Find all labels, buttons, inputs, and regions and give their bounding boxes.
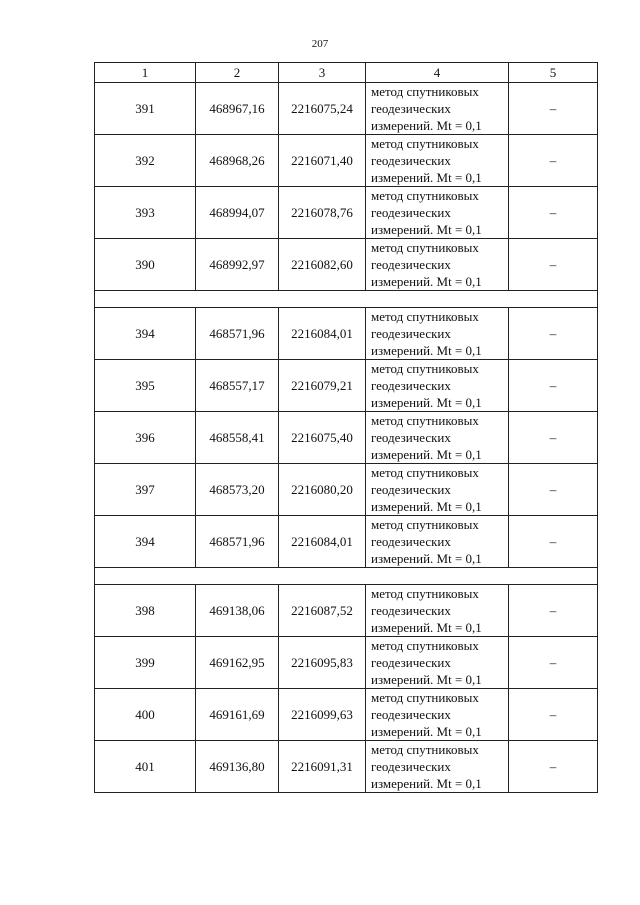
note-cell: – bbox=[509, 135, 598, 187]
method-cell bbox=[366, 689, 509, 741]
point-number-cell: 395 bbox=[95, 360, 196, 412]
header-col-1: 1 bbox=[95, 63, 196, 83]
point-number-cell: 394 bbox=[95, 308, 196, 360]
y-coordinate-cell: 2216084,01 bbox=[279, 516, 366, 568]
method-cell bbox=[366, 741, 509, 793]
header-col-4: 4 bbox=[366, 63, 509, 83]
header-col-3: 3 bbox=[279, 63, 366, 83]
method-line: метод спутниковых bbox=[371, 465, 479, 480]
y-coordinate-cell: 2216078,76 bbox=[279, 187, 366, 239]
table-row bbox=[95, 464, 598, 516]
note-cell: – bbox=[509, 360, 598, 412]
page-number: 207 bbox=[311, 38, 329, 50]
y-coordinate-cell: 2216091,31 bbox=[279, 741, 366, 793]
method-cell bbox=[366, 464, 509, 516]
table-row bbox=[95, 239, 598, 291]
x-coordinate-cell: 468994,07 bbox=[196, 187, 279, 239]
x-coordinate-cell: 469138,06 bbox=[196, 585, 279, 637]
y-coordinate-cell: 2216087,52 bbox=[279, 585, 366, 637]
note-cell: – bbox=[509, 412, 598, 464]
method-line: геодезических bbox=[371, 101, 451, 116]
method-line: геодезических bbox=[371, 655, 451, 670]
method-line: измерений. Mt = 0,1 bbox=[371, 672, 482, 687]
method-line: геодезических bbox=[371, 707, 451, 722]
table-row bbox=[95, 516, 598, 568]
x-coordinate-cell: 468968,26 bbox=[196, 135, 279, 187]
header-row bbox=[95, 63, 598, 83]
note-cell: – bbox=[509, 308, 598, 360]
note-cell: – bbox=[509, 464, 598, 516]
method-line: метод спутниковых bbox=[371, 413, 479, 428]
note-cell: – bbox=[509, 585, 598, 637]
method-line: геодезических bbox=[371, 759, 451, 774]
method-line: измерений. Mt = 0,1 bbox=[371, 776, 482, 791]
method-line: метод спутниковых bbox=[371, 742, 479, 757]
point-number-cell: 391 bbox=[95, 83, 196, 135]
method-line: измерений. Mt = 0,1 bbox=[371, 724, 482, 739]
method-line: метод спутниковых bbox=[371, 517, 479, 532]
method-line: метод спутниковых bbox=[371, 361, 479, 376]
point-number-cell: 399 bbox=[95, 637, 196, 689]
method-line: геодезических bbox=[371, 257, 451, 272]
method-line: метод спутниковых bbox=[371, 638, 479, 653]
y-coordinate-cell: 2216071,40 bbox=[279, 135, 366, 187]
method-line: метод спутниковых bbox=[371, 240, 479, 255]
method-line: измерений. Mt = 0,1 bbox=[371, 620, 482, 635]
y-coordinate-cell: 2216099,63 bbox=[279, 689, 366, 741]
method-line: метод спутниковых bbox=[371, 84, 479, 99]
method-line: измерений. Mt = 0,1 bbox=[371, 343, 482, 358]
table-row bbox=[95, 412, 598, 464]
y-coordinate-cell: 2216075,24 bbox=[279, 83, 366, 135]
method-line: измерений. Mt = 0,1 bbox=[371, 499, 482, 514]
table-row bbox=[95, 135, 598, 187]
table-row bbox=[95, 360, 598, 412]
method-cell bbox=[366, 637, 509, 689]
method-line: измерений. Mt = 0,1 bbox=[371, 551, 482, 566]
x-coordinate-cell: 468967,16 bbox=[196, 83, 279, 135]
method-cell bbox=[366, 585, 509, 637]
note-cell: – bbox=[509, 83, 598, 135]
table-row bbox=[95, 308, 598, 360]
method-line: измерений. Mt = 0,1 bbox=[371, 222, 482, 237]
method-line: измерений. Mt = 0,1 bbox=[371, 170, 482, 185]
group-separator-row bbox=[95, 291, 598, 308]
note-cell: – bbox=[509, 637, 598, 689]
x-coordinate-cell: 468992,97 bbox=[196, 239, 279, 291]
x-coordinate-cell: 468571,96 bbox=[196, 308, 279, 360]
point-number-cell: 400 bbox=[95, 689, 196, 741]
y-coordinate-cell: 2216079,21 bbox=[279, 360, 366, 412]
method-line: геодезических bbox=[371, 534, 451, 549]
x-coordinate-cell: 468558,41 bbox=[196, 412, 279, 464]
method-line: геодезических bbox=[371, 482, 451, 497]
method-line: метод спутниковых bbox=[371, 136, 479, 151]
method-line: геодезических bbox=[371, 430, 451, 445]
point-number-cell: 393 bbox=[95, 187, 196, 239]
method-cell bbox=[366, 239, 509, 291]
method-line: измерений. Mt = 0,1 bbox=[371, 447, 482, 462]
point-number-cell: 397 bbox=[95, 464, 196, 516]
x-coordinate-cell: 469161,69 bbox=[196, 689, 279, 741]
table-row bbox=[95, 83, 598, 135]
group-separator-cell bbox=[95, 568, 598, 585]
point-number-cell: 398 bbox=[95, 585, 196, 637]
y-coordinate-cell: 2216095,83 bbox=[279, 637, 366, 689]
method-cell bbox=[366, 308, 509, 360]
note-cell: – bbox=[509, 741, 598, 793]
method-line: метод спутниковых bbox=[371, 188, 479, 203]
method-line: метод спутниковых bbox=[371, 690, 479, 705]
coordinates-table bbox=[94, 62, 598, 793]
group-separator-row bbox=[95, 568, 598, 585]
method-cell bbox=[366, 516, 509, 568]
method-cell bbox=[366, 412, 509, 464]
table-body bbox=[95, 83, 598, 793]
point-number-cell: 390 bbox=[95, 239, 196, 291]
method-line: геодезических bbox=[371, 378, 451, 393]
method-line: геодезических bbox=[371, 603, 451, 618]
method-cell bbox=[366, 135, 509, 187]
method-line: измерений. Mt = 0,1 bbox=[371, 118, 482, 133]
header-col-5: 5 bbox=[509, 63, 598, 83]
note-cell: – bbox=[509, 239, 598, 291]
y-coordinate-cell: 2216082,60 bbox=[279, 239, 366, 291]
y-coordinate-cell: 2216084,01 bbox=[279, 308, 366, 360]
method-cell bbox=[366, 360, 509, 412]
table-row bbox=[95, 187, 598, 239]
point-number-cell: 396 bbox=[95, 412, 196, 464]
table-row bbox=[95, 585, 598, 637]
method-line: измерений. Mt = 0,1 bbox=[371, 395, 482, 410]
point-number-cell: 401 bbox=[95, 741, 196, 793]
x-coordinate-cell: 469162,95 bbox=[196, 637, 279, 689]
method-line: геодезических bbox=[371, 326, 451, 341]
y-coordinate-cell: 2216080,20 bbox=[279, 464, 366, 516]
header-col-2: 2 bbox=[196, 63, 279, 83]
point-number-cell: 392 bbox=[95, 135, 196, 187]
method-line: метод спутниковых bbox=[371, 586, 479, 601]
table-row bbox=[95, 637, 598, 689]
point-number-cell: 394 bbox=[95, 516, 196, 568]
method-line: метод спутниковых bbox=[371, 309, 479, 324]
method-cell bbox=[366, 83, 509, 135]
note-cell: – bbox=[509, 187, 598, 239]
table-row bbox=[95, 689, 598, 741]
group-separator-cell bbox=[95, 291, 598, 308]
note-cell: – bbox=[509, 689, 598, 741]
x-coordinate-cell: 468557,17 bbox=[196, 360, 279, 412]
method-line: измерений. Mt = 0,1 bbox=[371, 274, 482, 289]
method-cell bbox=[366, 187, 509, 239]
note-cell: – bbox=[509, 516, 598, 568]
y-coordinate-cell: 2216075,40 bbox=[279, 412, 366, 464]
method-line: геодезических bbox=[371, 205, 451, 220]
method-line: геодезических bbox=[371, 153, 451, 168]
x-coordinate-cell: 468573,20 bbox=[196, 464, 279, 516]
table-row bbox=[95, 741, 598, 793]
x-coordinate-cell: 468571,96 bbox=[196, 516, 279, 568]
x-coordinate-cell: 469136,80 bbox=[196, 741, 279, 793]
